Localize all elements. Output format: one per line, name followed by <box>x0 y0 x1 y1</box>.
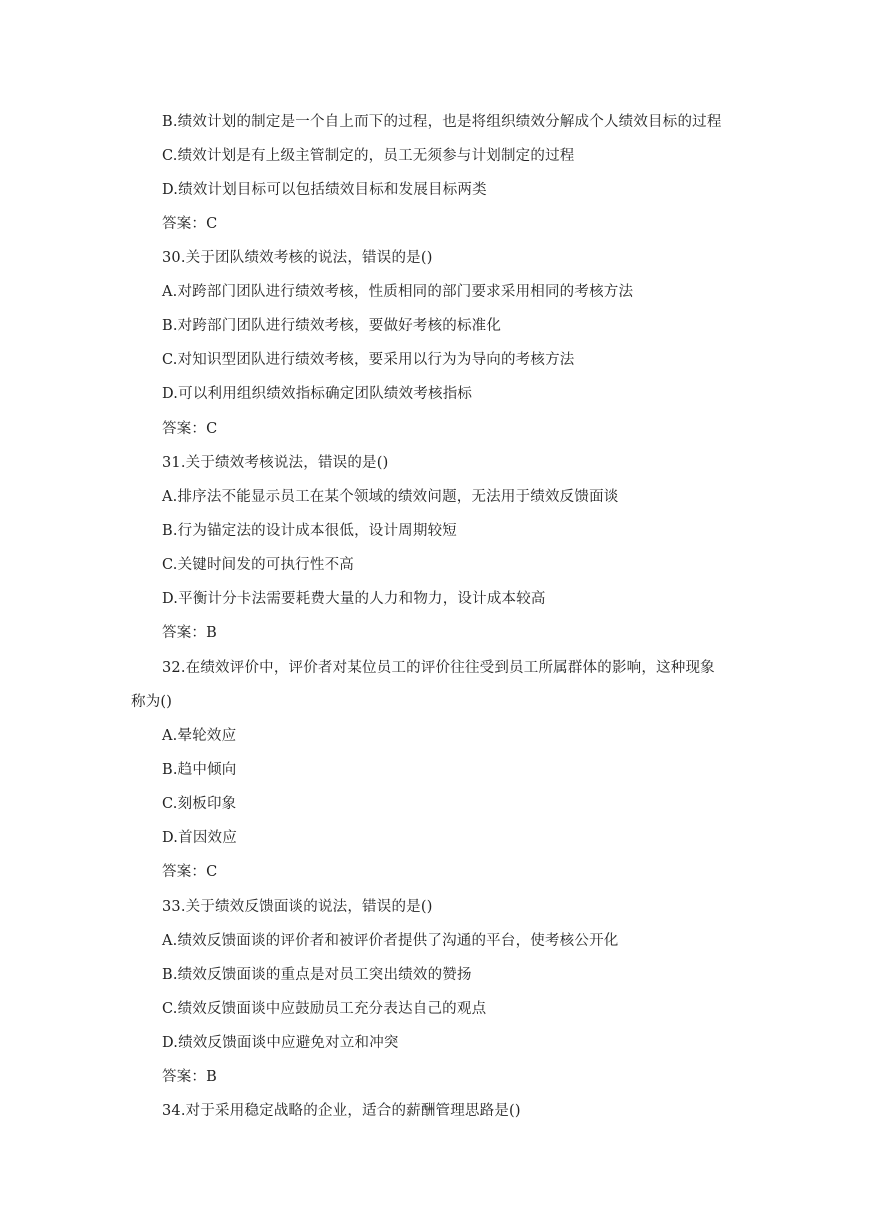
option-a-q32: A.晕轮效应 <box>162 728 237 744</box>
answer-q33: 答案：B <box>162 1069 217 1085</box>
option-c-q31: C.关键时间发的可执行性不高 <box>162 557 354 573</box>
answer-q29: 答案：C <box>162 216 218 232</box>
question-31: 31.关于绩效考核说法，错误的是() <box>162 455 389 471</box>
option-c-q32: C.刻板印象 <box>162 796 237 812</box>
option-b-q32: B.趋中倾向 <box>162 762 237 778</box>
option-b-q29: B.绩效计划的制定是一个自上而下的过程，也是将组织绩效分解成个人绩效目标的过程 <box>162 114 722 130</box>
option-b-q30: B.对跨部门团队进行绩效考核，要做好考核的标准化 <box>162 318 502 334</box>
option-d-q33: D.绩效反馈面谈中应避免对立和冲突 <box>162 1035 399 1051</box>
option-c-q29: C.绩效计划是有上级主管制定的，员工无须参与计划制定的过程 <box>162 148 575 164</box>
question-32: 32.在绩效评价中，评价者对某位员工的评价往往受到员工所属群体的影响，这种现象 <box>162 660 715 676</box>
option-a-q31: A.排序法不能显示员工在某个领域的绩效问题，无法用于绩效反馈面谈 <box>162 489 619 505</box>
option-a-q30: A.对跨部门团队进行绩效考核，性质相同的部门要求采用相同的考核方法 <box>162 284 634 300</box>
option-c-q33: C.绩效反馈面谈中应鼓励员工充分表达自己的观点 <box>162 1001 487 1017</box>
answer-q32: 答案：C <box>162 864 218 880</box>
answer-q30: 答案：C <box>162 421 218 437</box>
question-30: 30.关于团队绩效考核的说法，错误的是() <box>162 250 433 266</box>
option-b-q33: B.绩效反馈面谈的重点是对员工突出绩效的赞扬 <box>162 967 472 983</box>
option-d-q29: D.绩效计划目标可以包括绩效目标和发展目标两类 <box>162 182 487 198</box>
option-d-q32: D.首因效应 <box>162 830 237 846</box>
option-b-q31: B.行为锚定法的设计成本很低，设计周期较短 <box>162 523 457 539</box>
option-d-q30: D.可以利用组织绩效指标确定团队绩效考核指标 <box>162 386 473 402</box>
question-32-continued: 称为() <box>131 694 173 710</box>
question-33: 33.关于绩效反馈面谈的说法，错误的是() <box>162 899 433 915</box>
option-c-q30: C.对知识型团队进行绩效考核，要采用以行为为导向的考核方法 <box>162 352 575 368</box>
option-a-q33: A.绩效反馈面谈的评价者和被评价者提供了沟通的平台，使考核公开化 <box>162 933 619 949</box>
option-d-q31: D.平衡计分卡法需要耗费大量的人力和物力，设计成本较高 <box>162 591 546 607</box>
question-34: 34.对于采用稳定战略的企业，适合的薪酬管理思路是() <box>162 1103 521 1119</box>
answer-q31: 答案：B <box>162 625 217 641</box>
